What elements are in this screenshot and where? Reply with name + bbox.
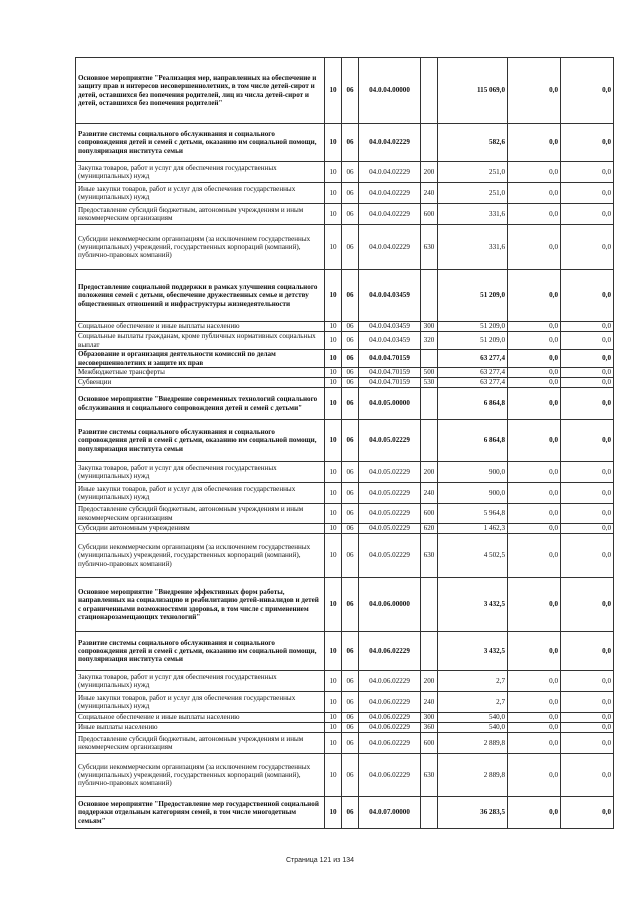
- expense-type-code: 530: [421, 378, 438, 388]
- amount-year-1: 63 277,4: [438, 350, 508, 368]
- table-row: [76, 504, 614, 524]
- amount-year-2: 0,0: [508, 733, 561, 754]
- amount-year-2: 0,0: [508, 332, 561, 350]
- amount-year-2: 0,0: [508, 183, 561, 204]
- expense-type-code: 630: [421, 754, 438, 797]
- amount-year-1: 540,0: [438, 713, 508, 723]
- section-code: 10: [325, 124, 342, 162]
- amount-year-2: 0,0: [508, 162, 561, 183]
- expense-type-code: 240: [421, 692, 438, 713]
- amount-year-1: 51 209,0: [438, 270, 508, 322]
- expense-type-code: 600: [421, 504, 438, 524]
- section-code: 10: [325, 534, 342, 578]
- row-name: Иные закупки товаров, работ и услуг для обеспечения государственных (муниципальных) нужд: [76, 692, 325, 713]
- row-name: Основное мероприятие "Реализация мер, направленных на обеспечение и защиту прав и интересов несовершеннолетних, в том числе детей-сирот и детей, оставшихся без попечения родителей, лиц из числа детей-сирот и детей, оставшихся без попечения родителей": [76, 58, 325, 124]
- amount-year-1: 331,6: [438, 225, 508, 270]
- table-row: [76, 483, 614, 504]
- expense-type-code: [421, 124, 438, 162]
- subsection-code: 06: [342, 534, 359, 578]
- section-code: 10: [325, 368, 342, 378]
- table-row: [76, 692, 614, 713]
- amount-year-2: 0,0: [508, 534, 561, 578]
- row-name: Основное мероприятие "Внедрение эффективных форм работы, направленных на социализацию и реабилитацию детей-инвалидов и детей с ограниченными возможностями здоровья, в том числе с применением стационарозамещающих технологий": [76, 578, 325, 632]
- section-code: 10: [325, 388, 342, 420]
- subsection-code: 06: [342, 713, 359, 723]
- subsection-code: 06: [342, 632, 359, 671]
- section-code: 10: [325, 754, 342, 797]
- subsection-code: 06: [342, 322, 359, 332]
- expense-type-code: 320: [421, 332, 438, 350]
- table-row: [76, 225, 614, 270]
- page-number: Страница 121 из 134: [285, 857, 355, 864]
- expense-type-code: 300: [421, 322, 438, 332]
- amount-year-2: 0,0: [508, 578, 561, 632]
- table-row: [76, 524, 614, 534]
- table-row: [76, 534, 614, 578]
- expense-type-code: 600: [421, 733, 438, 754]
- expense-type-code: 200: [421, 462, 438, 483]
- section-code: 10: [325, 204, 342, 225]
- amount-year-1: 3 432,5: [438, 578, 508, 632]
- table-row: [76, 733, 614, 754]
- table-row: [76, 754, 614, 797]
- target-article-code: 04.0.04.03459: [359, 332, 421, 350]
- row-name: Закупка товаров, работ и услуг для обеспечения государственных (муниципальных) нужд: [76, 671, 325, 692]
- amount-year-3: 0,0: [561, 713, 614, 723]
- amount-year-2: 0,0: [508, 632, 561, 671]
- amount-year-2: 0,0: [508, 368, 561, 378]
- table-row: [76, 368, 614, 378]
- amount-year-2: 0,0: [508, 797, 561, 829]
- target-article-code: 04.0.05.02229: [359, 504, 421, 524]
- amount-year-3: 0,0: [561, 483, 614, 504]
- section-code: 10: [325, 797, 342, 829]
- row-name: Иные закупки товаров, работ и услуг для обеспечения государственных (муниципальных) нужд: [76, 183, 325, 204]
- subsection-code: 06: [342, 692, 359, 713]
- amount-year-3: 0,0: [561, 368, 614, 378]
- amount-year-3: 0,0: [561, 578, 614, 632]
- row-name: Субсидии автономным учреждениям: [76, 524, 325, 534]
- subsection-code: 06: [342, 578, 359, 632]
- section-code: 10: [325, 524, 342, 534]
- amount-year-2: 0,0: [508, 692, 561, 713]
- amount-year-1: 900,0: [438, 462, 508, 483]
- row-name: Иные закупки товаров, работ и услуг для обеспечения государственных (муниципальных) нужд: [76, 483, 325, 504]
- table-row: [76, 578, 614, 632]
- subsection-code: 06: [342, 183, 359, 204]
- table-row: [76, 723, 614, 733]
- subsection-code: 06: [342, 270, 359, 322]
- subsection-code: 06: [342, 754, 359, 797]
- row-name: Предоставление субсидий бюджетным, автономным учреждениям и иным некоммерческим организациям: [76, 733, 325, 754]
- amount-year-1: 2 889,8: [438, 733, 508, 754]
- amount-year-3: 0,0: [561, 388, 614, 420]
- table-row: [76, 183, 614, 204]
- target-article-code: 04.0.05.02229: [359, 462, 421, 483]
- target-article-code: 04.0.06.02229: [359, 671, 421, 692]
- target-article-code: 04.0.04.02229: [359, 124, 421, 162]
- amount-year-1: 2,7: [438, 671, 508, 692]
- expense-type-code: [421, 350, 438, 368]
- subsection-code: 06: [342, 58, 359, 124]
- subsection-code: 06: [342, 733, 359, 754]
- amount-year-1: 4 502,5: [438, 534, 508, 578]
- amount-year-1: 51 209,0: [438, 322, 508, 332]
- expense-type-code: 240: [421, 183, 438, 204]
- section-code: 10: [325, 58, 342, 124]
- row-name: Основное мероприятие "Предоставление мер государственной социальной поддержки отдельным категориям семей, в том числе многодетным семьям": [76, 797, 325, 829]
- expense-type-code: [421, 632, 438, 671]
- amount-year-3: 0,0: [561, 733, 614, 754]
- row-name: Социальное обеспечение и иные выплаты населению: [76, 713, 325, 723]
- amount-year-3: 0,0: [561, 332, 614, 350]
- target-article-code: 04.0.04.70159: [359, 350, 421, 368]
- row-name: Социальные выплаты гражданам, кроме публичных нормативных социальных выплат: [76, 332, 325, 350]
- amount-year-3: 0,0: [561, 692, 614, 713]
- amount-year-3: 0,0: [561, 671, 614, 692]
- row-name: Образование и организация деятельности комиссий по делам несовершеннолетних и защите их прав: [76, 350, 325, 368]
- row-name: Предоставление субсидий бюджетным, автономным учреждениям и иным некоммерческим организациям: [76, 504, 325, 524]
- table-row: [76, 332, 614, 350]
- subsection-code: 06: [342, 504, 359, 524]
- expense-type-code: 620: [421, 524, 438, 534]
- amount-year-2: 0,0: [508, 225, 561, 270]
- target-article-code: 04.0.06.02229: [359, 713, 421, 723]
- subsection-code: 06: [342, 388, 359, 420]
- target-article-code: 04.0.06.02229: [359, 632, 421, 671]
- amount-year-2: 0,0: [508, 378, 561, 388]
- subsection-code: 06: [342, 225, 359, 270]
- section-code: 10: [325, 578, 342, 632]
- amount-year-1: 540,0: [438, 723, 508, 733]
- section-code: 10: [325, 350, 342, 368]
- amount-year-3: 0,0: [561, 124, 614, 162]
- subsection-code: 06: [342, 723, 359, 733]
- target-article-code: 04.0.06.00000: [359, 578, 421, 632]
- expense-type-code: 200: [421, 671, 438, 692]
- table-body: [76, 58, 614, 829]
- table-row: [76, 713, 614, 723]
- section-code: 10: [325, 378, 342, 388]
- amount-year-3: 0,0: [561, 162, 614, 183]
- subsection-code: 06: [342, 162, 359, 183]
- subsection-code: 06: [342, 350, 359, 368]
- section-code: 10: [325, 332, 342, 350]
- table-row: [76, 350, 614, 368]
- row-name: Закупка товаров, работ и услуг для обеспечения государственных (муниципальных) нужд: [76, 462, 325, 483]
- amount-year-3: 0,0: [561, 524, 614, 534]
- amount-year-3: 0,0: [561, 723, 614, 733]
- table-row: [76, 124, 614, 162]
- row-name: Субвенции: [76, 378, 325, 388]
- subsection-code: 06: [342, 671, 359, 692]
- amount-year-2: 0,0: [508, 322, 561, 332]
- subsection-code: 06: [342, 204, 359, 225]
- expense-type-code: [421, 420, 438, 462]
- section-code: 10: [325, 420, 342, 462]
- table-row: [76, 797, 614, 829]
- row-name: Субсидии некоммерческим организациям (за исключением государственных (муниципальных) учреждений, государственных корпораций (компаний), публично-правовых компаний): [76, 534, 325, 578]
- expense-type-code: 360: [421, 723, 438, 733]
- target-article-code: 04.0.06.02229: [359, 754, 421, 797]
- amount-year-2: 0,0: [508, 524, 561, 534]
- subsection-code: 06: [342, 524, 359, 534]
- amount-year-1: 115 069,0: [438, 58, 508, 124]
- amount-year-3: 0,0: [561, 350, 614, 368]
- amount-year-1: 2 889,8: [438, 754, 508, 797]
- amount-year-2: 0,0: [508, 462, 561, 483]
- budget-table: [75, 57, 614, 829]
- row-name: Развитие системы социального обслуживания и социального сопровождения детей и семей с детьми, оказанию им социальной помощи, популяризация института семьи: [76, 420, 325, 462]
- table-row: [76, 204, 614, 225]
- amount-year-1: 63 277,4: [438, 368, 508, 378]
- amount-year-2: 0,0: [508, 671, 561, 692]
- amount-year-3: 0,0: [561, 420, 614, 462]
- expense-type-code: [421, 58, 438, 124]
- row-name: Предоставление социальной поддержки в рамках улучшения социального положения семей с детьми, обеспечение дружественных семье и детству общественных отношений и инфраструктуры жизнедеятельности: [76, 270, 325, 322]
- table-row: [76, 378, 614, 388]
- subsection-code: 06: [342, 368, 359, 378]
- table-row: [76, 632, 614, 671]
- row-name: Субсидии некоммерческим организациям (за исключением государственных (муниципальных) учреждений, государственных корпораций (компаний), публично-правовых компаний): [76, 225, 325, 270]
- target-article-code: 04.0.04.00000: [359, 58, 421, 124]
- expense-type-code: [421, 578, 438, 632]
- subsection-code: 06: [342, 378, 359, 388]
- amount-year-3: 0,0: [561, 322, 614, 332]
- subsection-code: 06: [342, 332, 359, 350]
- amount-year-3: 0,0: [561, 378, 614, 388]
- amount-year-1: 251,0: [438, 183, 508, 204]
- subsection-code: 06: [342, 420, 359, 462]
- subsection-code: 06: [342, 483, 359, 504]
- amount-year-3: 0,0: [561, 183, 614, 204]
- amount-year-2: 0,0: [508, 204, 561, 225]
- row-name: Социальное обеспечение и иные выплаты населению: [76, 322, 325, 332]
- expense-type-code: 630: [421, 225, 438, 270]
- row-name: Предоставление субсидий бюджетным, автономным учреждениям и иным некоммерческим организациям: [76, 204, 325, 225]
- subsection-code: 06: [342, 797, 359, 829]
- target-article-code: 04.0.05.02229: [359, 483, 421, 504]
- amount-year-2: 0,0: [508, 58, 561, 124]
- section-code: 10: [325, 504, 342, 524]
- amount-year-1: 582,6: [438, 124, 508, 162]
- amount-year-3: 0,0: [561, 58, 614, 124]
- amount-year-2: 0,0: [508, 270, 561, 322]
- amount-year-3: 0,0: [561, 797, 614, 829]
- section-code: 10: [325, 632, 342, 671]
- section-code: 10: [325, 225, 342, 270]
- amount-year-3: 0,0: [561, 534, 614, 578]
- target-article-code: 04.0.04.02229: [359, 162, 421, 183]
- target-article-code: 04.0.06.02229: [359, 692, 421, 713]
- table-row: [76, 388, 614, 420]
- amount-year-2: 0,0: [508, 388, 561, 420]
- table-row: [76, 462, 614, 483]
- target-article-code: 04.0.04.02229: [359, 225, 421, 270]
- target-article-code: 04.0.04.02229: [359, 204, 421, 225]
- amount-year-2: 0,0: [508, 504, 561, 524]
- amount-year-3: 0,0: [561, 204, 614, 225]
- expense-type-code: [421, 270, 438, 322]
- table-row: [76, 322, 614, 332]
- amount-year-2: 0,0: [508, 713, 561, 723]
- amount-year-1: 6 864,8: [438, 388, 508, 420]
- amount-year-1: 5 964,8: [438, 504, 508, 524]
- row-name: Межбюджетные трансферты: [76, 368, 325, 378]
- amount-year-3: 0,0: [561, 462, 614, 483]
- row-name: Развитие системы социального обслуживания и социального сопровождения детей и семей с детьми, оказанию им социальной помощи, популяризация института семьи: [76, 124, 325, 162]
- amount-year-1: 6 864,8: [438, 420, 508, 462]
- amount-year-2: 0,0: [508, 350, 561, 368]
- expense-type-code: 630: [421, 534, 438, 578]
- section-code: 10: [325, 483, 342, 504]
- amount-year-3: 0,0: [561, 754, 614, 797]
- amount-year-1: 51 209,0: [438, 332, 508, 350]
- amount-year-2: 0,0: [508, 723, 561, 733]
- target-article-code: 04.0.05.02229: [359, 420, 421, 462]
- row-name: Закупка товаров, работ и услуг для обеспечения государственных (муниципальных) нужд: [76, 162, 325, 183]
- amount-year-1: 331,6: [438, 204, 508, 225]
- row-name: Основное мероприятие "Внедрение современных технологий социального обслуживания и социального сопровождения детей и семей с детьми": [76, 388, 325, 420]
- row-name: Иные выплаты населению: [76, 723, 325, 733]
- target-article-code: 04.0.04.03459: [359, 322, 421, 332]
- section-code: 10: [325, 162, 342, 183]
- target-article-code: 04.0.04.70159: [359, 368, 421, 378]
- table-row: [76, 420, 614, 462]
- target-article-code: 04.0.05.00000: [359, 388, 421, 420]
- section-code: 10: [325, 692, 342, 713]
- target-article-code: 04.0.07.00000: [359, 797, 421, 829]
- amount-year-1: 1 462,3: [438, 524, 508, 534]
- section-code: 10: [325, 713, 342, 723]
- section-code: 10: [325, 671, 342, 692]
- expense-type-code: 300: [421, 713, 438, 723]
- table-row: [76, 671, 614, 692]
- section-code: 10: [325, 270, 342, 322]
- target-article-code: 04.0.06.02229: [359, 723, 421, 733]
- target-article-code: 04.0.04.03459: [359, 270, 421, 322]
- row-name: Субсидии некоммерческим организациям (за исключением государственных (муниципальных) учреждений, государственных корпораций (компаний), публично-правовых компаний): [76, 754, 325, 797]
- amount-year-3: 0,0: [561, 632, 614, 671]
- amount-year-1: 2,7: [438, 692, 508, 713]
- section-code: 10: [325, 723, 342, 733]
- amount-year-3: 0,0: [561, 225, 614, 270]
- amount-year-1: 36 283,5: [438, 797, 508, 829]
- target-article-code: 04.0.05.02229: [359, 534, 421, 578]
- amount-year-2: 0,0: [508, 754, 561, 797]
- expense-type-code: [421, 388, 438, 420]
- section-code: 10: [325, 322, 342, 332]
- expense-type-code: 240: [421, 483, 438, 504]
- amount-year-2: 0,0: [508, 420, 561, 462]
- section-code: 10: [325, 733, 342, 754]
- subsection-code: 06: [342, 462, 359, 483]
- table-row: [76, 270, 614, 322]
- amount-year-1: 63 277,4: [438, 378, 508, 388]
- amount-year-2: 0,0: [508, 483, 561, 504]
- amount-year-2: 0,0: [508, 124, 561, 162]
- amount-year-3: 0,0: [561, 504, 614, 524]
- target-article-code: 04.0.04.02229: [359, 183, 421, 204]
- amount-year-1: 900,0: [438, 483, 508, 504]
- expense-type-code: [421, 797, 438, 829]
- amount-year-1: 3 432,5: [438, 632, 508, 671]
- amount-year-3: 0,0: [561, 270, 614, 322]
- target-article-code: 04.0.06.02229: [359, 733, 421, 754]
- subsection-code: 06: [342, 124, 359, 162]
- table-row: [76, 58, 614, 124]
- target-article-code: 04.0.05.02229: [359, 524, 421, 534]
- amount-year-1: 251,0: [438, 162, 508, 183]
- expense-type-code: 600: [421, 204, 438, 225]
- expense-type-code: 200: [421, 162, 438, 183]
- row-name: Развитие системы социального обслуживания и социального сопровождения детей и семей с детьми, оказанию им социальной помощи, популяризация института семьи: [76, 632, 325, 671]
- section-code: 10: [325, 462, 342, 483]
- section-code: 10: [325, 183, 342, 204]
- expense-type-code: 500: [421, 368, 438, 378]
- table-row: [76, 162, 614, 183]
- target-article-code: 04.0.04.70159: [359, 378, 421, 388]
